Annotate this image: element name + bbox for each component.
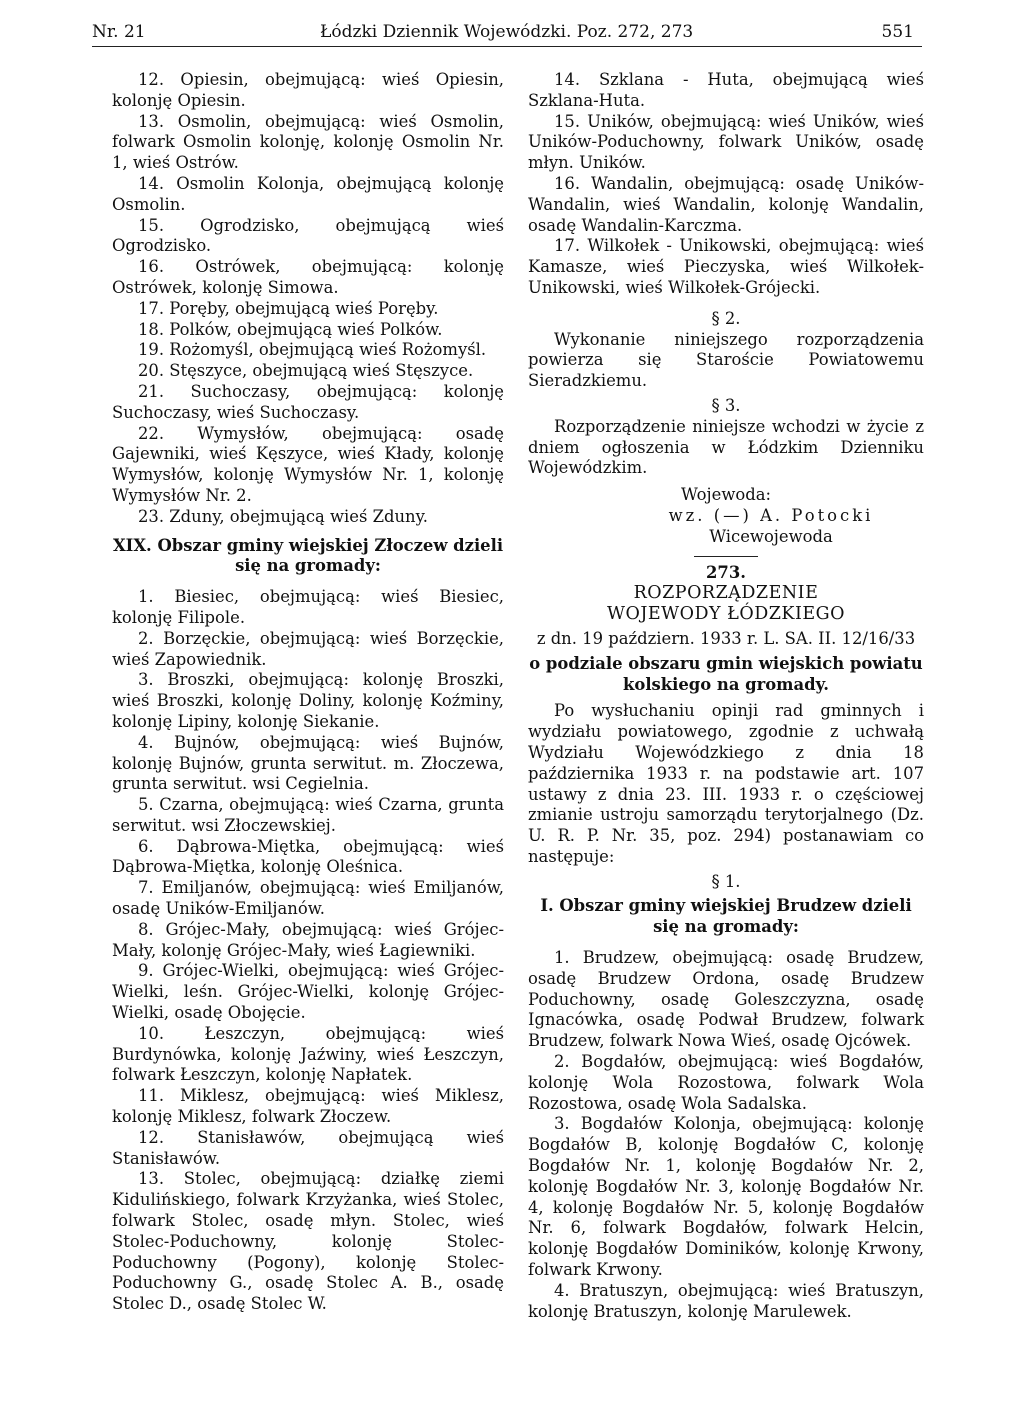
list-item: 13. Stolec, obejmującą: działkę ziemi Kidulińskiego, folwark Krzyżanka, wieś Stolec, folwark Stolec, osadę młyn. Stolec, wieś Stolec-Poduchowny, kolonję Stolec-Poduchowny (Pogony), kolonję Stolec-Poduchowny G., osadę Stolec A. B., osadę Stolec D., osadę Stolec W. — [112, 1169, 504, 1314]
list-item: 13. Osmolin, obejmującą: wieś Osmolin, folwark Osmolin kolonję, kolonję Osmolin Nr. 1, wieś Ostrów. — [112, 111, 504, 173]
list-item: 7. Emiljanów, obejmującą: wieś Emiljanów, osadę Uników-Emiljanów. — [112, 878, 504, 919]
list-item: 4. Bujnów, obejmującą: wieś Bujnów, kolonję Bujnów, grunta serwitut. m. Złoczewa, grunta serwitut. wsi Cegielnia. — [112, 732, 504, 794]
section-heading-xix: XIX. Obszar gminy wiejskiej Złoczew dzieli się na gromady: — [112, 535, 504, 576]
paragraph-2-text: Wykonanie niniejszego rozporządzenia powierza się Staroście Powiatowemu Sieradzkiemu. — [528, 329, 924, 391]
list-item: 18. Polków, obejmującą wieś Polków. — [138, 319, 443, 339]
list-item: 17. Wilkołek - Unikowski, obejmującą: wieś Kamasze, wieś Pieczyska, wieś Wilkołek-Unikowski, wieś Wilkołek-Grójecki. — [528, 236, 924, 297]
list-item: 1. Biesiec, obejmującą: wieś Biesiec, kolonję Filipole. — [112, 587, 504, 627]
list-item: 15. Uników, obejmującą: wieś Uników, wieś Uników-Poduchowny, folwark Uników, osadę młyn. Uników. — [528, 111, 924, 173]
list-item: 8. Grójec-Mały, obejmującą: wieś Grójec-Mały, kolonję Grójec-Mały, wieś Łagiewniki. — [112, 919, 504, 960]
list-item: 2. Bogdałów, obejmującą: wieś Bogdałów, kolonję Wola Rozostowa, folwark Wola Rozostowa, osadę Wola Sadalska. — [528, 1052, 924, 1113]
list-item: 2. Borzęckie, obejmującą: wieś Borzęckie, wieś Zapowiednik. — [112, 628, 504, 669]
signature-title: Wicewojewoda — [709, 526, 833, 546]
paragraph-3-heading: § 3. — [711, 395, 741, 415]
list-item: 14. Osmolin Kolonja, obejmującą kolonję Osmolin. — [112, 173, 504, 214]
list-item: 16. Ostrówek, obejmującą: kolonję Ostrówek, kolonję Simowa. — [112, 257, 504, 297]
paragraph-3-text: Rozporządzenie niniejsze wchodzi w życie z dniem ogłoszenia w Łódzkim Dzienniku Wojewódzkim. — [528, 416, 924, 478]
list-item: 19. Rożomyśl, obejmującą wieś Rożomyśl. — [138, 340, 487, 360]
signature-name: wz. (—) A. Potocki — [668, 505, 874, 525]
document-number: 273. — [706, 562, 746, 582]
list-item: 12. Opiesin, obejmującą: wieś Opiesin, kolonję Opiesin. — [112, 70, 504, 110]
list-item: 10. Łeszczyn, obejmującą: wieś Burdynówka, kolonję Jaźwiny, wieś Łeszczyn, folwark Łeszczyn, kolonję Napłatek. — [112, 1023, 504, 1085]
list-item: 23. Zduny, obejmującą wieś Zduny. — [138, 506, 428, 526]
list-item: 1. Brudzew, obejmującą: osadę Brudzew, osadę Brudzew Ordona, osadę Brudzew Poduchowny, osadę Goleszczyzna, osadę Ignacówka, osadę Podwał Brudzew, folwark Brudzew, folwark Nowa Wieś, osadę Ojcówek. — [528, 948, 924, 1051]
list-item: 4. Bratuszyn, obejmującą: wieś Bratuszyn, kolonję Bratuszyn, kolonję Marulewek. — [528, 1280, 924, 1321]
journal-title: Łódzki Dziennik Wojewódzki. Poz. 272, 273 — [320, 22, 694, 42]
section-heading-i: I. Obszar gminy wiejskiej Brudzew dzieli się na gromady: — [540, 896, 912, 937]
list-item: 20. Stęszyce, obejmującą wieś Stęszyce. — [138, 361, 474, 381]
list-item: 5. Czarna, obejmującą: wieś Czarna, grunta serwitut. wsi Złoczewskiej. — [112, 795, 504, 835]
list-item: 17. Poręby, obejmującą wieś Poręby. — [138, 298, 439, 318]
signature-role: Wojewoda: — [680, 485, 772, 505]
left-column — [112, 70, 504, 1315]
issue-number: Nr. 21 — [92, 22, 146, 42]
list-item: 11. Miklesz, obejmującą: wieś Miklesz, kolonję Miklesz, folwark Złoczew. — [112, 1086, 504, 1127]
list-item: 22. Wymysłów, obejmującą: osadę Gajewniki, wieś Kęszyce, wieś Kłady, kolonję Wymysłów, kolonję Wymysłów Nr. 1, kolonję Wymysłów Nr. 2. — [112, 423, 504, 505]
preamble: Po wysłuchaniu opinji rad gminnych i wydziału powiatowego, zgodnie z uchwałą Wydziału Wojewódzkiego z dnia 18 października 1933 r. na podstawie art. 107 ustawy z dnia 23. III. 1933 r. o częściowej zmianie ustroju samorządu terytorjalnego (Dz. U. R. P. Nr. 35, poz. 294) postanawiam co następuje: — [528, 701, 924, 866]
list-item: 12. Stanisławów, obejmującą wieś Stanisławów. — [112, 1127, 504, 1168]
right-column — [528, 70, 924, 1322]
divider — [694, 556, 758, 557]
paragraph-1-heading: § 1. — [711, 871, 741, 891]
list-item: 3. Bogdałów Kolonja, obejmującą: kolonję Bogdałów B, kolonję Bogdałów C, kolonję Bogdałów Nr. 1, kolonję Bogdałów Nr. 2, kolonję Bogdałów Nr. 3, kolonję Bogdałów Nr. 4, kolonję Bogdałów Nr. 5, kolonję Bogdałów Nr. 6, folwark Bogdałów, folwark Helcin, kolonję Bogdałów Dominików, kolonję Krwony, folwark Krwony. — [528, 1114, 924, 1280]
list-item: 16. Wandalin, obejmującą: osadę Uników-Wandalin, wieś Wandalin, kolonję Wandalin, osadę Wandalin-Karczma. — [528, 173, 924, 235]
list-item: 9. Grójec-Wielki, obejmującą: wieś Grójec-Wielki, leśn. Grójec-Wielki, kolonję Grójec-Wielki, osadę Obojęcie. — [112, 961, 504, 1023]
list-item: 3. Broszki, obejmującą: kolonję Broszki, wieś Broszki, kolonję Doliny, kolonję Koźminy, kolonję Lipiny, kolonję Siekanie. — [112, 670, 504, 731]
document-issuer: WOJEWODY ŁÓDZKIEGO — [607, 604, 845, 625]
page-header — [92, 20, 922, 47]
list-item: 21. Suchoczasy, obejmującą: kolonję Suchoczasy, wieś Suchoczasy. — [112, 381, 504, 422]
paragraph-2-heading: § 2. — [711, 308, 741, 328]
document-title: ROZPORZĄDZENIE — [633, 583, 819, 604]
list-item: 15. Ogrodzisko, obejmującą wieś Ogrodzisko. — [112, 215, 504, 256]
list-item: 14. Szklana - Huta, obejmującą wieś Szklana-Huta. — [528, 70, 924, 110]
document-subject: o podziale obszaru gmin wiejskich powiatu kolskiego na gromady. — [529, 653, 923, 694]
document-date: z dn. 19 październ. 1933 r. L. SA. II. 12/16/33 — [536, 628, 916, 648]
page-number: 551 — [881, 22, 914, 42]
list-item: 6. Dąbrowa-Miętka, obejmującą: wieś Dąbrowa-Miętka, kolonję Oleśnica. — [112, 836, 504, 877]
